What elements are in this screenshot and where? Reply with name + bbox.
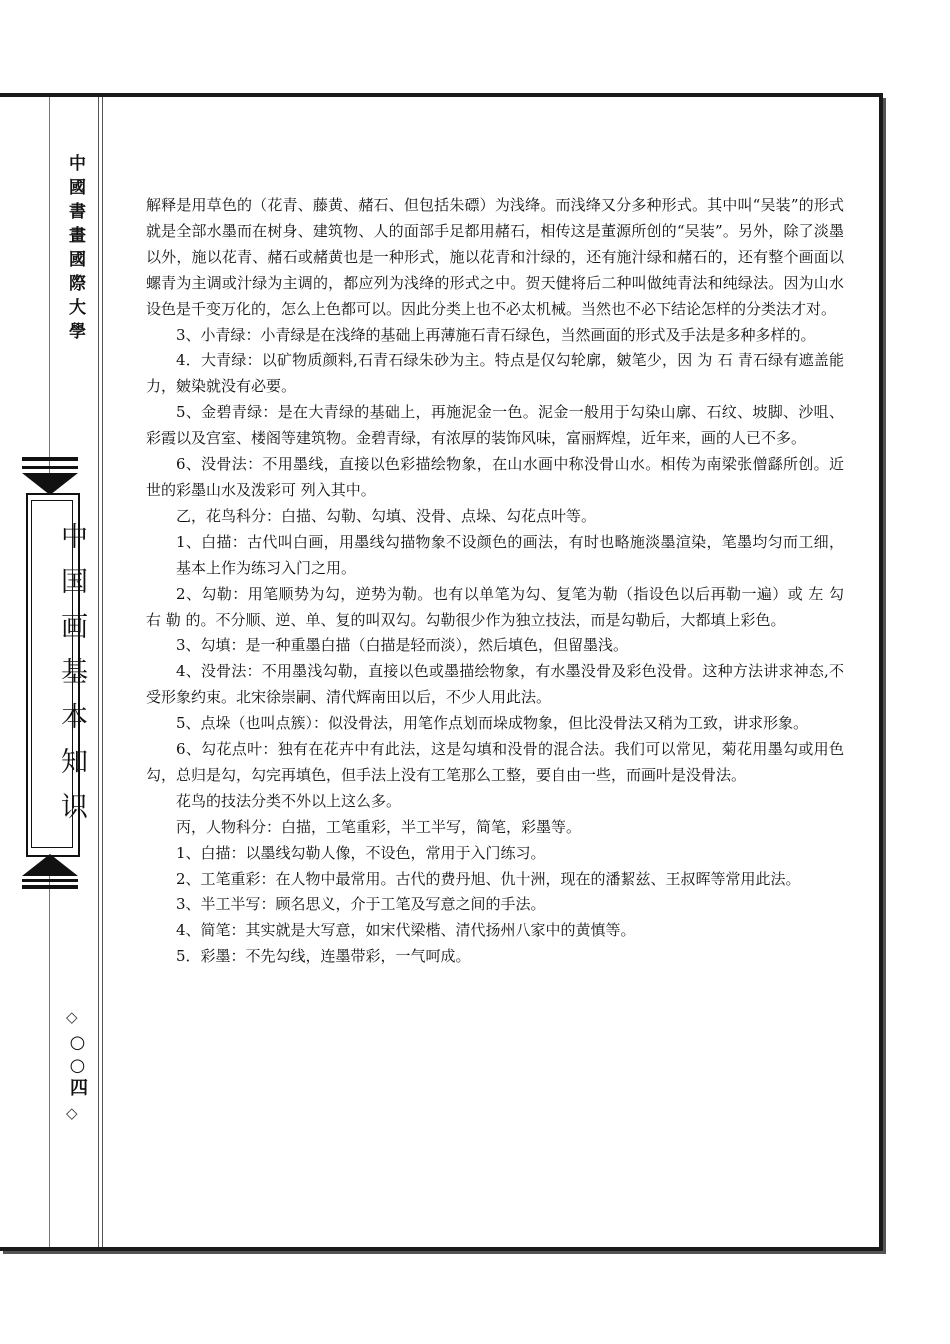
title-badge-bar	[22, 885, 78, 889]
diamond-icon: ◇	[66, 1008, 78, 1026]
section-heading: 丙，人物科分：白描，工笔重彩，半工半写，简笔，彩墨等。	[176, 817, 582, 836]
paragraph: 6、没骨法：不用墨线，直接以色彩描绘物象，在山水画中称没骨山水。相传为南梁张僧繇所创。近世的彩墨山水及泼彩可 列入其中。	[146, 455, 844, 499]
paragraph: 花鸟的技法分类不外以上这么多。	[176, 791, 402, 810]
paragraph: 6、勾花点叶：独有在花卉中有此法，这是勾填和没骨的混合法。我们可以常见，菊花用墨勾或用色勾，总归是勾，勾完再填色，但手法上没有工笔那么工整，要自由一些，而画叶是没骨法。	[146, 740, 844, 784]
page-frame-shadow	[883, 98, 886, 1254]
paragraph: 2、勾勒：用笔顺势为勾，逆势为勒。也有以单笔为勾、复笔为勒（指设色以后再勒一遍）或 左 勾 右 勒 的。不分顺、逆、单、复的叫双勾。勾勒很少作为独立技法，而是勾勒后，大都填上彩色。	[146, 584, 844, 629]
title-badge-bar	[22, 466, 78, 469]
title-badge-chevron-top	[22, 473, 78, 495]
spine-line	[98, 97, 99, 1247]
paragraph: 1、白描：以墨线勾勒人像，不设色，常用于入门练习。	[176, 843, 546, 862]
page-frame-top	[0, 93, 883, 97]
page-frame-shadow	[3, 1251, 886, 1254]
paragraph: 解释是用草色的（花青、藤黄、赭石、但包括朱磦）为浅绛。而浅绛又分多种形式。其中叫“吴装”的形式就是全部水墨而在树身、建筑物、人的面部手足都用赭石，相传这是董源所创的“吴装”。另外，除了淡墨以外，施以花青、赭石或赭黄也是一种形式，施以花青和汁绿的，还有施汁绿和赭石的，还有整个画面以螺青为主调或汁绿为主调的，都应列为浅绛的形式之中。贺天健将后二种叫做纯青法和纯绿法。因为山水设色是千变万化的，怎么上色都可以。因此分类上也不必太机械。当然也不必下结论怎样的分类法才对。	[146, 196, 844, 318]
paragraph: 4、没骨法：不用墨浅勾勒，直接以色或墨描绘物象，有水墨没骨及彩色没骨。这种方法讲求神态,不受形象约束。北宋徐崇嗣、清代辉南田以后，不少人用此法。	[146, 662, 844, 707]
paragraph: 4．大青绿：以矿物质颜料,石青石绿朱砂为主。特点是仅勾轮廓，皴笔少，因 为 石 青石绿有遮盖能力，皴染就没有必要。	[146, 351, 844, 396]
paragraph: 3、半工半写：顾名思义，介于工笔及写意之间的手法。	[176, 895, 546, 914]
paragraph: 2、工笔重彩：在人物中最常用。古代的费丹旭、仇十洲，现在的潘絜兹、王叔晖等常用此法。	[176, 869, 801, 888]
paragraph: 5、点垛（也叫点簇）：似没骨法，用笔作点划而垛成物象，但比没骨法又稍为工致，讲求形象。	[176, 714, 809, 733]
paragraph: 5、金碧青绿：是在大青绿的基础上，再施泥金一色。泥金一般用于勾染山廓、石纹、坡脚、沙咀、彩霞以及宫室、楼阁等建筑物。金碧青绿，有浓厚的装饰风味，富丽辉煌，近年来，画的人已不多。	[146, 403, 844, 448]
series-title: 中國書畫國際大學	[63, 150, 88, 350]
section-heading: 乙，花鸟科分：白描、勾勒、勾填、没骨、点垛、勾花点叶等。	[176, 506, 597, 525]
title-badge-bar	[22, 879, 78, 882]
paragraph: 3、小青绿：小青绿是在浅绛的基础上再薄施石青石绿色，当然画面的形式及手法是多种多样的。	[176, 325, 816, 344]
diamond-icon: ◇	[66, 1104, 78, 1122]
title-badge-chevron-bottom	[22, 854, 78, 876]
paragraph: 4、简笔：其实就是大写意，如宋代梁楷、清代扬州八家中的黄慎等。	[176, 921, 636, 940]
paragraph: 5．彩墨：不先勾线，连墨带彩，一气呵成。	[176, 947, 471, 966]
paragraph: 1、白描：古代叫白画，用墨线勾描物象不设颜色的画法，有时也略施淡墨渲染，笔墨均匀而工细，基本上作为练习入门之用。	[176, 532, 844, 577]
body-text	[146, 193, 844, 970]
title-badge-bar	[22, 457, 78, 461]
book-title: 中国画基本知识	[56, 522, 87, 837]
spine-line	[102, 97, 103, 1247]
page-number: ○○四	[64, 1030, 90, 1100]
paragraph: 3、勾填：是一种重墨白描（白描是轻而淡），然后填色，但留墨浅。	[176, 636, 629, 655]
